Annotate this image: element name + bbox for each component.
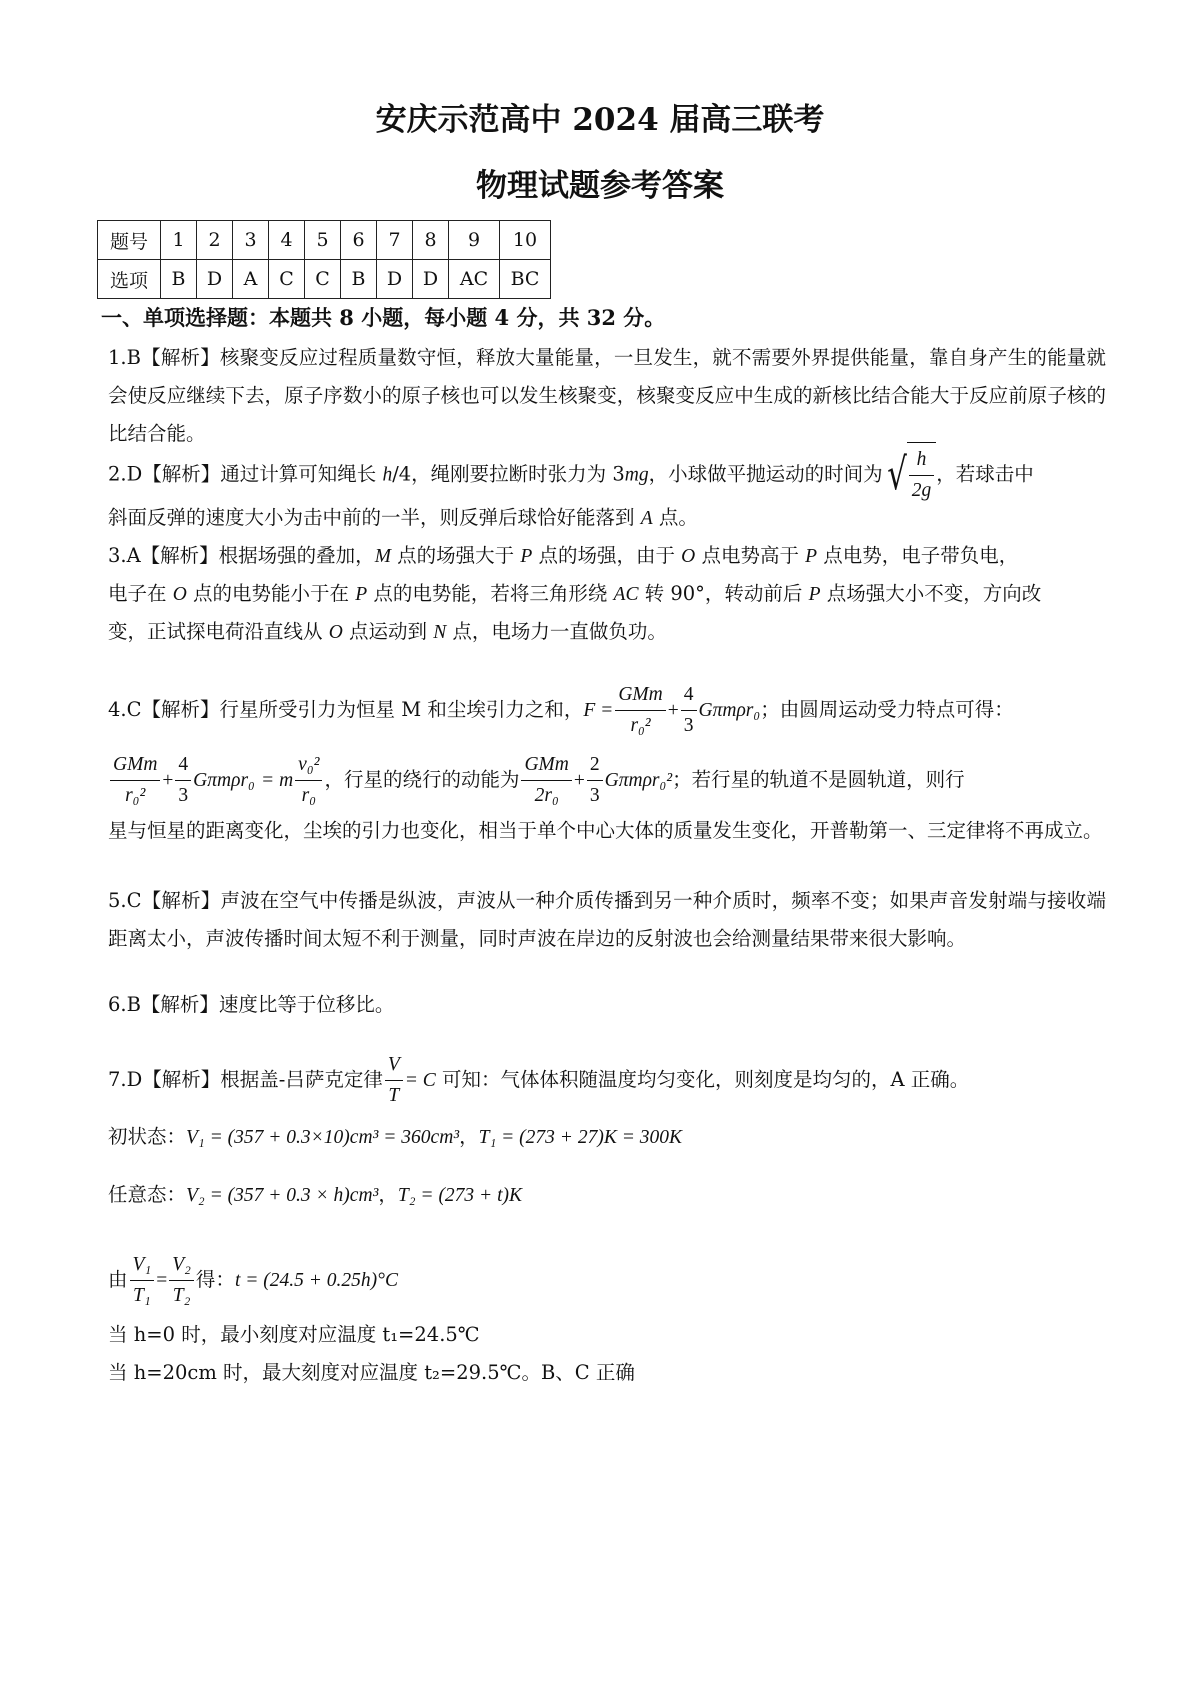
q3-var: P xyxy=(805,546,818,567)
answer-cell: D xyxy=(377,260,413,299)
question-number-cell: 5 xyxy=(305,221,341,260)
q7-text: ， xyxy=(378,1183,398,1206)
fraction-numerator: V xyxy=(385,1050,403,1081)
fraction xyxy=(615,680,665,741)
exam-subtitle: 物理试题参考答案 xyxy=(476,168,724,204)
fraction-denominator: T₂ xyxy=(172,1285,191,1306)
q3-text: 3.A【解析】根据场强的叠加， xyxy=(108,544,375,567)
fraction-numerator: GMm xyxy=(110,750,160,781)
fraction-numerator: GMm xyxy=(521,750,571,781)
fraction xyxy=(295,750,322,811)
formula-term: T₂ = (273 + t)K xyxy=(397,1185,523,1206)
q3-text: 转 90°，转动前后 xyxy=(638,582,809,605)
answer-cell: AC xyxy=(449,260,500,299)
question-number-cell: 7 xyxy=(377,221,413,260)
fraction-numerator: 4 xyxy=(175,750,191,781)
answer-explanation-q3-line2 xyxy=(108,579,1041,610)
section-heading: 一、单项选择题：本题共 8 小题，每小题 4 分，共 32 分。 xyxy=(101,305,666,330)
q7-text: ， xyxy=(459,1125,479,1148)
q3-text: 点，电场力一直做负功。 xyxy=(446,620,667,643)
fraction-numerator: h xyxy=(909,445,935,476)
fraction xyxy=(681,680,697,741)
answer-explanation-q7 xyxy=(108,1050,969,1111)
answer-table-answer-row xyxy=(98,260,551,299)
formula-operator: = xyxy=(156,1270,168,1291)
answer-cell: D xyxy=(413,260,449,299)
answer-table-number-row xyxy=(98,221,551,260)
q4-text: ，行星的绕行的动能为 xyxy=(324,768,520,791)
formula-term: T₁ = (273 + 27)K = 300K xyxy=(478,1127,682,1148)
q3-var: N xyxy=(433,622,447,643)
q3-text: 点电势高于 xyxy=(695,544,806,567)
formula-term: F = xyxy=(583,700,614,721)
fraction-numerator: V₂ xyxy=(169,1250,194,1281)
q3-text: 电子在 xyxy=(108,582,173,605)
answer-explanation-q4-line2 xyxy=(108,750,965,811)
q7-text: 可知：气体体积随温度均匀变化，则刻度是均匀的，A 正确。 xyxy=(435,1068,970,1091)
q2-text: /4，绳刚要拉断时张力为 3 xyxy=(392,462,625,486)
q3-var: M xyxy=(374,546,391,567)
formula-term: Gπmρr₀ xyxy=(193,770,255,791)
q2-var: mg xyxy=(624,464,649,486)
q3-var: AC xyxy=(613,584,639,605)
formula-operator: + xyxy=(667,700,679,721)
answer-cell: D xyxy=(197,260,233,299)
fraction-denominator: 2r₀ xyxy=(534,785,559,806)
question-number-cell: 10 xyxy=(500,221,551,260)
question-number-cell: 3 xyxy=(233,221,269,260)
fraction-numerator: 2 xyxy=(587,750,603,781)
answer-explanation-q2-line2 xyxy=(108,503,698,534)
fraction-denominator: r₀ xyxy=(301,785,316,806)
answer-table xyxy=(97,220,551,299)
q3-var: P xyxy=(355,584,368,605)
q2-text: ，若球击中 xyxy=(936,462,1034,486)
answer-explanation-q3 xyxy=(108,541,1018,572)
formula-term: Gπmρr₀ xyxy=(698,700,761,721)
q3-var: O xyxy=(172,584,187,605)
fraction xyxy=(521,750,571,811)
fraction xyxy=(909,445,935,506)
q7-text: 7.D【解析】根据盖-吕萨克定律 xyxy=(108,1068,383,1091)
formula-operator: + xyxy=(573,770,585,791)
q3-var: P xyxy=(808,584,821,605)
q4-text: 4.C【解析】行星所受引力为恒星 M 和尘埃引力之和， xyxy=(108,698,584,721)
answer-explanation-q4-line3: 星与恒星的距离变化，尘埃的引力也变化，相当于单个中心大体的质量发生变化，开普勒第一、三定律将不再成立。 xyxy=(108,819,1103,842)
fraction-denominator: 2g xyxy=(911,480,932,501)
derivation-line xyxy=(108,1250,398,1311)
question-number-cell: 4 xyxy=(269,221,305,260)
q2-var: A xyxy=(640,508,653,529)
fraction-numerator: v₀² xyxy=(295,750,322,781)
q2-text: ，小球做平抛运动的时间为 xyxy=(648,462,883,486)
formula-operator: + xyxy=(162,770,174,791)
fraction-denominator: r₀² xyxy=(125,785,146,806)
q3-text: 点的场强大于 xyxy=(390,544,521,567)
question-number-cell: 8 xyxy=(413,221,449,260)
fraction-numerator: V₁ xyxy=(130,1250,155,1281)
answer-cell: A xyxy=(233,260,269,299)
q3-text: 点运动到 xyxy=(342,620,434,643)
answer-table-row-label: 选项 xyxy=(98,260,161,299)
q7-label: 任意态： xyxy=(108,1183,187,1206)
fraction-denominator: 3 xyxy=(683,715,694,736)
initial-state-line xyxy=(108,1122,682,1153)
q2-text: 点。 xyxy=(652,506,698,529)
fraction-denominator: 3 xyxy=(589,785,600,806)
answer-table-row-label: 题号 xyxy=(98,221,161,260)
sqrt-expression xyxy=(883,442,937,508)
q7-label: 初状态： xyxy=(108,1125,187,1148)
question-number-cell: 2 xyxy=(197,221,233,260)
fraction xyxy=(587,750,603,811)
answer-explanation-q2 xyxy=(108,442,1034,508)
q3-text: 变，正试探电荷沿直线从 xyxy=(108,620,329,643)
fraction-denominator: 3 xyxy=(178,785,189,806)
q2-text: 斜面反弹的速度大小为击中前的一半，则反弹后球恰好能落到 xyxy=(108,506,641,529)
sqrt-symbol: √ xyxy=(886,449,907,500)
q2-var: h xyxy=(382,464,393,486)
answer-explanation-q6: 6.B【解析】速度比等于位移比。 xyxy=(108,993,395,1016)
q3-var: O xyxy=(681,546,696,567)
formula-term: = m xyxy=(261,770,294,791)
q4-text: ；若行星的轨道不是圆轨道，则行 xyxy=(672,768,965,791)
q3-text: 点的场强，由于 xyxy=(532,544,682,567)
arbitrary-state-line xyxy=(108,1180,522,1211)
q3-var: O xyxy=(328,622,343,643)
answer-explanation-q3-line3 xyxy=(108,617,667,648)
fraction-numerator: 4 xyxy=(681,680,697,711)
question-number-cell: 6 xyxy=(341,221,377,260)
answer-explanation-q1: 1.B【解析】核聚变反应过程质量数守恒，释放大量能量，一旦发生，就不需要外界提供能量，靠自身产生的能量就会使反应继续下去，原子序数小的原子核也可以发生核聚变，核聚变反应中生成的新核比结合能大于反应前原子核的比结合能。 xyxy=(108,346,1106,445)
q7-text: 得： xyxy=(195,1268,235,1291)
fraction-denominator: T xyxy=(388,1085,400,1106)
fraction-denominator: r₀² xyxy=(630,715,651,736)
q3-text: 点的电势能小于在 xyxy=(186,582,356,605)
answer-cell: B xyxy=(161,260,197,299)
answer-cell: C xyxy=(269,260,305,299)
q3-text: 点电势，电子带负电， xyxy=(817,544,1019,567)
formula-term: V₁ = (357 + 0.3×10)cm³ = 360cm³ xyxy=(186,1127,460,1148)
question-number-cell: 9 xyxy=(449,221,500,260)
formula-term: Gπmρr₀² xyxy=(604,770,673,791)
fraction xyxy=(175,750,191,811)
answer-explanation-q5: 5.C【解析】声波在空气中传播是纵波，声波从一种介质传播到另一种介质时，频率不变；如果声音发射端与接收端距离太小，声波传播时间太短不利于测量，同时声波在岸边的反射波也会给测量结果带来很大影响。 xyxy=(108,889,1106,950)
fraction-numerator: GMm xyxy=(615,680,665,711)
q4-text: ；由圆周运动受力特点可得： xyxy=(760,698,1014,721)
question-number-cell: 1 xyxy=(161,221,197,260)
answer-cell: BC xyxy=(500,260,551,299)
q3-var: P xyxy=(520,546,533,567)
q7-text: 由 xyxy=(108,1268,128,1291)
fraction xyxy=(130,1250,155,1311)
formula-term: V₂ = (357 + 0.3 × h)cm³ xyxy=(186,1185,379,1206)
answer-cell: B xyxy=(341,260,377,299)
answer-explanation-q4 xyxy=(108,680,1014,741)
formula-term: t = (24.5 + 0.25h)°C xyxy=(234,1270,398,1291)
q3-text: 点的电势能，若将三角形绕 xyxy=(367,582,614,605)
fraction xyxy=(385,1050,403,1111)
fraction-denominator: T₁ xyxy=(133,1285,151,1306)
fraction xyxy=(110,750,160,811)
min-scale-line: 当 h=0 时，最小刻度对应温度 t₁=24.5℃ xyxy=(108,1323,480,1346)
q2-text: 2.D【解析】通过计算可知绳长 xyxy=(108,462,383,486)
answer-cell: C xyxy=(305,260,341,299)
fraction xyxy=(169,1250,194,1311)
exam-title: 安庆示范高中 2024 届高三联考 xyxy=(375,102,825,138)
formula-term: = C xyxy=(404,1070,436,1091)
q3-text: 点场强大小不变，方向改 xyxy=(820,582,1042,605)
max-scale-line: 当 h=20cm 时，最大刻度对应温度 t₂=29.5℃。B、C 正确 xyxy=(108,1361,635,1384)
